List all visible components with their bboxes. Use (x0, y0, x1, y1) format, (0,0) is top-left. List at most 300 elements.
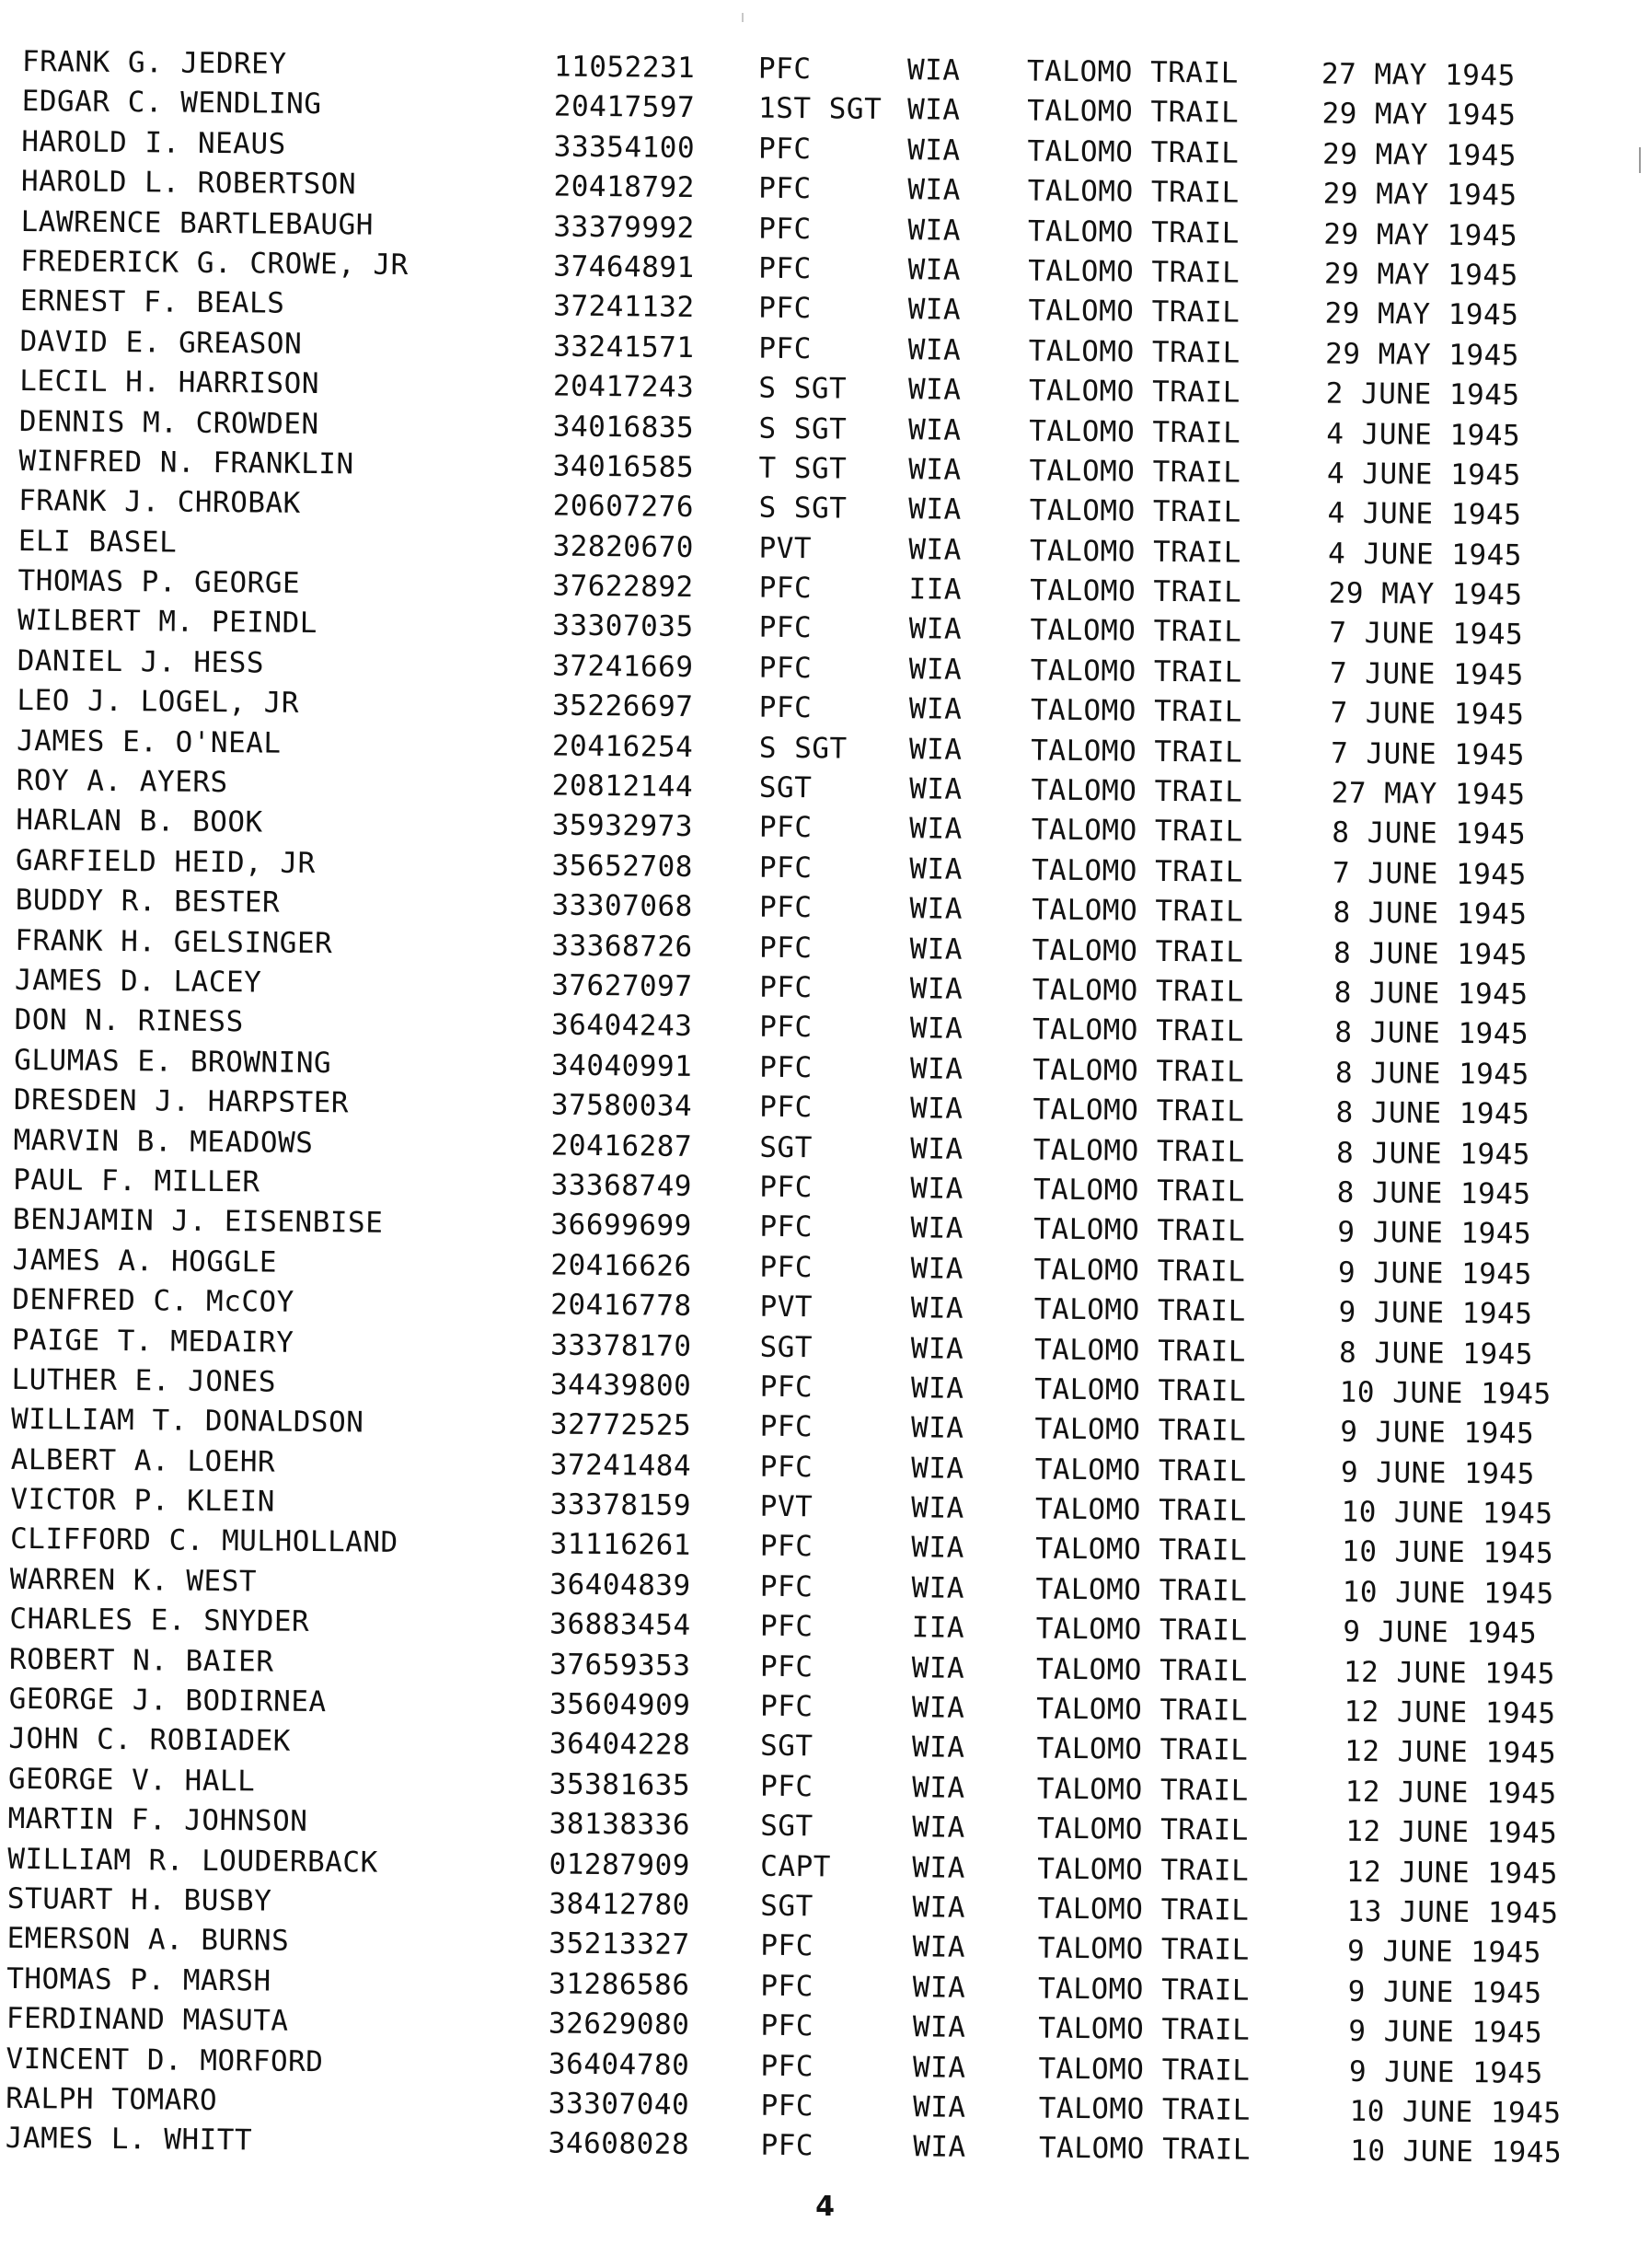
casualty-date: 10 JUNE 1945 (1341, 1495, 1553, 1532)
rank: SGT (759, 1809, 813, 1844)
soldier-name: GARFIELD HEID, JR (15, 843, 316, 880)
location: TALOMO TRAIL (1027, 134, 1240, 170)
serial-number: 31286586 (548, 1967, 690, 2002)
casualty-status: WIA (909, 1131, 963, 1166)
rank: PVT (758, 531, 813, 565)
serial-number: 11052231 (553, 50, 696, 86)
rank: PFC (759, 1090, 813, 1125)
rank: PFC (760, 2129, 814, 2163)
rank: S SGT (758, 411, 848, 446)
rank: PFC (758, 690, 813, 725)
casualty-date: 12 JUNE 1945 (1345, 1855, 1559, 1891)
serial-number: 32820670 (552, 529, 695, 564)
casualty-status: WIA (908, 532, 963, 567)
location: TALOMO TRAIL (1035, 1572, 1248, 1608)
casualty-status: WIA (906, 133, 961, 168)
soldier-name: VICTOR P. KLEIN (10, 1482, 276, 1519)
soldier-name: JAMES E. O'NEAL (16, 723, 282, 760)
casualty-date: 12 JUNE 1945 (1344, 1775, 1557, 1811)
soldier-name: DENFRED C. McCOY (12, 1283, 294, 1319)
location: TALOMO TRAIL (1030, 573, 1242, 609)
soldier-name: LECIL H. HARRISON (19, 364, 320, 401)
location: TALOMO TRAIL (1036, 1772, 1249, 1808)
serial-number: 20417597 (553, 89, 696, 125)
serial-number: 32772525 (549, 1407, 692, 1443)
location: TALOMO TRAIL (1030, 654, 1242, 689)
casualty-date: 9 JUNE 1945 (1338, 1295, 1533, 1331)
casualty-status: WIA (909, 892, 963, 927)
serial-number: 33378170 (550, 1328, 692, 1363)
casualty-date: 8 JUNE 1945 (1334, 1056, 1529, 1092)
casualty-date: 10 JUNE 1945 (1349, 2135, 1563, 2170)
rank: PFC (758, 811, 813, 845)
soldier-name: EDGAR C. WENDLING (21, 85, 322, 122)
casualty-status: WIA (911, 1771, 965, 1805)
casualty-date: 8 JUNE 1945 (1335, 1095, 1530, 1131)
casualty-status: WIA (910, 1211, 964, 1246)
soldier-name: HAROLD L. ROBERTSON (20, 165, 357, 202)
serial-number: 35932973 (551, 808, 694, 844)
serial-number: 36404839 (549, 1568, 691, 1603)
serial-number: 20416626 (550, 1248, 692, 1283)
serial-number: 37659353 (549, 1648, 691, 1683)
casualty-date: 7 JUNE 1945 (1329, 656, 1524, 692)
rank: PFC (760, 1969, 814, 2004)
casualty-status: WIA (910, 1251, 964, 1286)
rank: PFC (758, 292, 812, 326)
serial-number: 34016835 (552, 410, 695, 445)
rank: PFC (758, 331, 813, 365)
casualty-date: 29 MAY 1945 (1321, 137, 1517, 173)
serial-number: 32629080 (548, 2007, 690, 2042)
rank: PFC (759, 1530, 813, 1564)
serial-number: 38138336 (548, 1807, 691, 1843)
soldier-name: LAWRENCE BARTLEBAUGH (20, 204, 375, 242)
location: TALOMO TRAIL (1038, 2052, 1251, 2088)
location: TALOMO TRAIL (1033, 1333, 1247, 1369)
casualty-status: IIA (908, 573, 963, 607)
rank: PFC (760, 2008, 814, 2043)
location: TALOMO TRAIL (1030, 613, 1242, 650)
soldier-name: PAUL F. MILLER (13, 1163, 260, 1199)
casualty-status: WIA (907, 453, 962, 487)
casualty-date: 8 JUNE 1945 (1333, 936, 1529, 972)
rank: PVT (759, 1489, 813, 1524)
location: TALOMO TRAIL (1036, 1731, 1249, 1768)
soldier-name: LEO J. LOGEL, JR (17, 684, 300, 721)
serial-number: 37241484 (549, 1448, 692, 1483)
rank: PFC (757, 171, 812, 206)
rank: S SGT (758, 731, 848, 766)
casualty-date: 9 JUNE 1945 (1340, 1416, 1535, 1452)
casualty-date: 29 MAY 1945 (1323, 217, 1518, 253)
soldier-name: JAMES D. LACEY (14, 963, 262, 1000)
casualty-status: WIA (907, 332, 962, 367)
casualty-date: 4 JUNE 1945 (1327, 496, 1522, 532)
rank: SGT (759, 1130, 813, 1164)
casualty-status: WIA (908, 492, 962, 527)
casualty-status: WIA (909, 932, 963, 966)
rank: PFC (759, 1569, 813, 1604)
serial-number: 33378159 (549, 1487, 692, 1523)
location: TALOMO TRAIL (1034, 1492, 1248, 1528)
casualty-status: WIA (912, 2130, 966, 2165)
rank: PFC (757, 52, 812, 87)
soldier-name: FRANK J. CHROBAK (18, 484, 301, 521)
casualty-date: 4 JUNE 1945 (1327, 537, 1523, 573)
location: TALOMO TRAIL (1028, 254, 1240, 290)
casualty-status: WIA (909, 852, 963, 886)
casualty-date: 7 JUNE 1945 (1332, 856, 1527, 892)
casualty-date: 9 JUNE 1945 (1337, 1216, 1532, 1252)
soldier-name: DRESDEN J. HARPSTER (13, 1083, 350, 1120)
serial-number: 37580034 (550, 1088, 693, 1124)
rank: PFC (758, 611, 813, 645)
casualty-date: 10 JUNE 1945 (1339, 1375, 1552, 1411)
casualty-date: 29 MAY 1945 (1324, 296, 1519, 332)
rank: S SGT (758, 371, 848, 406)
rank: PFC (758, 931, 813, 965)
location: TALOMO TRAIL (1032, 893, 1244, 929)
serial-number: 35226697 (551, 688, 694, 724)
location: TALOMO TRAIL (1029, 534, 1242, 570)
rank: SGT (759, 1330, 813, 1364)
soldier-name: HARLAN B. BOOK (16, 804, 263, 839)
soldier-name: JAMES L. WHITT (5, 2122, 253, 2158)
rank: PFC (758, 890, 813, 925)
soldier-name: WILBERT M. PEINDL (17, 604, 318, 641)
serial-number: 36404780 (548, 2047, 690, 2082)
page-number: 4 (815, 2191, 835, 2223)
serial-number: 01287909 (548, 1847, 691, 1882)
casualty-date: 27 MAY 1945 (1321, 57, 1516, 93)
casualty-status: WIA (911, 1691, 965, 1725)
casualty-status: WIA (907, 373, 962, 407)
casualty-date: 9 JUNE 1945 (1337, 1256, 1532, 1291)
casualty-date: 8 JUNE 1945 (1338, 1336, 1534, 1371)
serial-number: 35652708 (551, 849, 694, 884)
location: TALOMO TRAIL (1033, 1173, 1246, 1209)
serial-number: 20416778 (550, 1288, 692, 1324)
casualty-status: WIA (909, 1012, 963, 1047)
serial-number: 36404228 (548, 1727, 691, 1763)
casualty-roster (5, 42, 1623, 2170)
casualty-date: 9 JUNE 1945 (1346, 1935, 1542, 1971)
serial-number: 20607276 (552, 489, 695, 525)
serial-number: 37241132 (553, 289, 695, 325)
casualty-status: WIA (906, 53, 961, 87)
scan-mark (742, 13, 744, 22)
casualty-status: WIA (908, 612, 963, 647)
serial-number: 20418792 (553, 169, 696, 205)
soldier-name: JOHN C. ROBIADEK (8, 1722, 292, 1759)
casualty-date: 4 JUNE 1945 (1326, 417, 1521, 453)
casualty-status: WIA (911, 1650, 965, 1685)
casualty-date: 12 JUNE 1945 (1344, 1735, 1557, 1771)
location: TALOMO TRAIL (1033, 1253, 1246, 1289)
rank: PFC (759, 1370, 813, 1405)
casualty-status: WIA (908, 732, 963, 767)
rank: PFC (759, 1409, 813, 1444)
rank: PFC (759, 1170, 813, 1205)
location: TALOMO TRAIL (1034, 1372, 1247, 1408)
serial-number: 33368749 (550, 1168, 693, 1203)
casualty-date: 8 JUNE 1945 (1336, 1175, 1531, 1211)
casualty-status: WIA (911, 1531, 965, 1566)
serial-number: 33307035 (552, 609, 694, 644)
rank: PFC (758, 850, 813, 885)
serial-number: 35381635 (548, 1767, 691, 1802)
casualty-status: WIA (907, 293, 962, 328)
casualty-date: 9 JUNE 1945 (1348, 2014, 1543, 2050)
soldier-name: THOMAS P. GEORGE (17, 564, 301, 600)
casualty-date: 9 JUNE 1945 (1347, 1974, 1542, 2010)
rank: S SGT (758, 491, 848, 526)
casualty-status: WIA (910, 1331, 964, 1366)
casualty-status: WIA (912, 2090, 966, 2124)
casualty-status: WIA (908, 692, 963, 727)
location: TALOMO TRAIL (1034, 1412, 1247, 1449)
casualty-status: WIA (912, 1850, 966, 1885)
soldier-name: WARREN K. WEST (9, 1562, 258, 1599)
rank: PFC (758, 571, 813, 606)
soldier-name: RALPH TOMARO (6, 2081, 218, 2117)
location: TALOMO TRAIL (1028, 334, 1240, 370)
soldier-name: FRANK G. JEDREY (21, 45, 287, 81)
casualty-status: WIA (906, 93, 961, 128)
location: TALOMO TRAIL (1037, 1931, 1250, 1968)
soldier-name: DANIEL J. HESS (17, 643, 265, 680)
casualty-status: WIA (911, 1491, 964, 1525)
location: TALOMO TRAIL (1031, 773, 1243, 809)
rank: SGT (759, 1730, 813, 1764)
serial-number: 20812144 (551, 769, 694, 804)
serial-number: 33307068 (551, 888, 693, 924)
location: TALOMO TRAIL (1031, 853, 1244, 889)
soldier-name: VINCENT D. MORFORD (6, 2042, 324, 2078)
casualty-date: 29 MAY 1945 (1328, 576, 1523, 612)
serial-number: 37622892 (552, 569, 694, 605)
serial-number: 37627097 (551, 968, 693, 1003)
casualty-date: 12 JUNE 1945 (1344, 1695, 1556, 1731)
soldier-name: LUTHER E. JONES (11, 1362, 277, 1399)
casualty-status: WIA (912, 1811, 965, 1846)
casualty-status: WIA (912, 2050, 966, 2085)
rank: CAPT (760, 1849, 832, 1884)
rank: SGT (760, 1889, 813, 1924)
rank: PFC (757, 132, 812, 167)
casualty-date: 29 MAY 1945 (1322, 177, 1517, 213)
soldier-name: DON N. RINESS (14, 1003, 244, 1039)
location: TALOMO TRAIL (1032, 1012, 1245, 1049)
soldier-name: CHARLES E. SNYDER (9, 1603, 310, 1639)
casualty-date: 29 MAY 1945 (1324, 337, 1520, 373)
casualty-date: 7 JUNE 1945 (1329, 617, 1524, 653)
casualty-status: WIA (907, 412, 962, 447)
rank: SGT (758, 770, 813, 805)
soldier-name: ERNEST F. BEALS (19, 284, 285, 321)
serial-number: 31116261 (549, 1527, 692, 1563)
rank: PFC (759, 1210, 813, 1244)
location: TALOMO TRAIL (1029, 454, 1241, 490)
serial-number: 20416254 (551, 729, 694, 764)
rank: PFC (758, 1011, 813, 1045)
rank: PFC (759, 1769, 813, 1804)
soldier-name: ELI BASEL (17, 524, 178, 560)
casualty-status: WIA (907, 173, 962, 207)
casualty-status: WIA (911, 1571, 965, 1605)
serial-number: 36404243 (550, 1008, 693, 1044)
serial-number: 33307040 (548, 2087, 690, 2122)
rank: T SGT (758, 451, 848, 486)
rank: PFC (759, 1050, 813, 1085)
casualty-date: 8 JUNE 1945 (1334, 1016, 1529, 1052)
casualty-date: 13 JUNE 1945 (1346, 1894, 1559, 1930)
soldier-name: ALBERT A. LOEHR (10, 1442, 276, 1479)
casualty-status: WIA (912, 1971, 966, 2005)
soldier-name: STUART H. BUSBY (6, 1881, 272, 1918)
rank: PFC (760, 1929, 814, 1963)
casualty-date: 29 MAY 1945 (1321, 97, 1517, 133)
casualty-date: 7 JUNE 1945 (1330, 736, 1526, 772)
casualty-date: 12 JUNE 1945 (1343, 1655, 1556, 1691)
casualty-date: 10 JUNE 1945 (1341, 1535, 1554, 1571)
casualty-date: 8 JUNE 1945 (1333, 976, 1529, 1012)
location: TALOMO TRAIL (1035, 1612, 1248, 1649)
casualty-status: WIA (909, 1052, 963, 1086)
location: TALOMO TRAIL (1029, 493, 1241, 530)
location: TALOMO TRAIL (1027, 94, 1240, 131)
casualty-date: 9 JUNE 1945 (1340, 1455, 1535, 1491)
location: TALOMO TRAIL (1037, 1892, 1250, 1927)
soldier-name: GEORGE V. HALL (7, 1762, 256, 1799)
casualty-status: IIA (911, 1611, 965, 1646)
rank: PFC (759, 1250, 813, 1284)
location: TALOMO TRAIL (1027, 174, 1240, 210)
soldier-name: EMERSON A. BURNS (6, 1922, 290, 1959)
casualty-date: 9 JUNE 1945 (1348, 2054, 1543, 2090)
casualty-status: WIA (907, 213, 962, 248)
serial-number: 34040991 (550, 1048, 693, 1083)
location: TALOMO TRAIL (1037, 1972, 1251, 2008)
location: TALOMO TRAIL (1032, 973, 1244, 1009)
casualty-status: WIA (908, 653, 963, 687)
margin-mark (1639, 147, 1641, 173)
location: TALOMO TRAIL (1031, 813, 1243, 850)
casualty-status: WIA (910, 1172, 964, 1206)
location: TALOMO TRAIL (1028, 294, 1240, 330)
location: TALOMO TRAIL (1035, 1652, 1249, 1688)
soldier-name: PAIGE T. MEDAIRY (11, 1323, 294, 1360)
soldier-name: ROY A. AYERS (16, 763, 228, 800)
location: TALOMO TRAIL (1032, 933, 1244, 969)
location: TALOMO TRAIL (1031, 734, 1243, 770)
soldier-name: DAVID E. GREASON (19, 324, 303, 361)
rank: PFC (759, 1689, 813, 1724)
casualty-date: 2 JUNE 1945 (1325, 376, 1520, 412)
casualty-status: WIA (912, 2010, 966, 2044)
soldier-name: DENNIS M. CROWDEN (18, 404, 319, 441)
soldier-name: BENJAMIN J. EISENBISE (12, 1203, 384, 1241)
serial-number: 36883454 (549, 1607, 691, 1643)
serial-number: 35604909 (548, 1687, 691, 1722)
rank: PFC (760, 2089, 814, 2123)
location: TALOMO TRAIL (1038, 2011, 1251, 2047)
serial-number: 20416287 (550, 1128, 693, 1163)
casualty-status: WIA (910, 1451, 964, 1486)
casualty-status: WIA (910, 1411, 964, 1446)
casualty-status: WIA (909, 972, 963, 1006)
serial-number: 34439800 (549, 1368, 692, 1403)
soldier-name: THOMAS P. MARSH (6, 1961, 271, 1998)
rank: PFC (759, 1649, 813, 1684)
location: TALOMO TRAIL (1028, 374, 1241, 410)
soldier-name: GLUMAS E. BROWNING (14, 1043, 332, 1080)
rank: PFC (758, 251, 812, 286)
casualty-date: 4 JUNE 1945 (1326, 457, 1521, 492)
serial-number: 37464891 (553, 249, 695, 284)
casualty-status: WIA (909, 812, 963, 847)
location: TALOMO TRAIL (1027, 214, 1240, 250)
soldier-name: WILLIAM R. LOUDERBACK (7, 1842, 378, 1880)
serial-number: 34608028 (548, 2126, 690, 2162)
rank: 1ST SGT (757, 92, 883, 127)
soldier-name: HAROLD I. NEAUS (21, 124, 286, 161)
rank: PFC (759, 1609, 813, 1644)
soldier-name: WINFRED N. FRANKLIN (18, 444, 354, 481)
serial-number: 38412780 (548, 1887, 690, 1922)
rank: PFC (758, 651, 813, 686)
location: TALOMO TRAIL (1029, 414, 1241, 450)
casualty-status: WIA (912, 1930, 966, 1965)
rank: PFC (757, 212, 812, 246)
casualty-date: 29 MAY 1945 (1323, 257, 1518, 293)
rank: PFC (758, 970, 813, 1005)
serial-number: 33241571 (553, 330, 695, 364)
location: TALOMO TRAIL (1033, 1133, 1245, 1169)
serial-number: 33368726 (551, 929, 693, 964)
serial-number: 34016585 (552, 449, 695, 484)
casualty-date: 8 JUNE 1945 (1332, 816, 1527, 852)
soldier-name: FERDINAND MASUTA (6, 2001, 289, 2038)
rank: PFC (760, 2049, 814, 2083)
soldier-name: MARTIN F. JOHNSON (7, 1802, 308, 1839)
location: TALOMO TRAIL (1037, 1852, 1250, 1888)
soldier-name: GEORGE J. BODIRNEA (8, 1682, 327, 1719)
soldier-name: WILLIAM T. DONALDSON (10, 1403, 364, 1440)
serial-number: 35213327 (548, 1927, 690, 1962)
serial-number: 33379992 (553, 210, 695, 245)
location: TALOMO TRAIL (1038, 2091, 1251, 2127)
casualty-status: WIA (907, 253, 962, 287)
rank: PFC (759, 1450, 813, 1484)
casualty-date: 10 JUNE 1945 (1342, 1575, 1554, 1611)
casualty-status: WIA (910, 1371, 964, 1406)
soldier-name: BUDDY R. BESTER (15, 884, 281, 920)
location: TALOMO TRAIL (1034, 1452, 1247, 1488)
casualty-status: WIA (909, 1092, 963, 1126)
soldier-name: FREDERICK G. CROWE, JR (20, 244, 409, 282)
soldier-name: FRANK H. GELSINGER (15, 923, 333, 960)
location: TALOMO TRAIL (1033, 1053, 1245, 1089)
casualty-status: WIA (908, 772, 963, 806)
location: TALOMO TRAIL (1033, 1212, 1246, 1249)
rank: PVT (759, 1290, 813, 1325)
location: TALOMO TRAIL (1036, 1811, 1250, 1847)
soldier-name: JAMES A. HOGGLE (12, 1243, 278, 1279)
serial-number: 20417243 (552, 369, 695, 405)
soldier-name: CLIFFORD C. MULHOLLAND (9, 1522, 398, 1560)
